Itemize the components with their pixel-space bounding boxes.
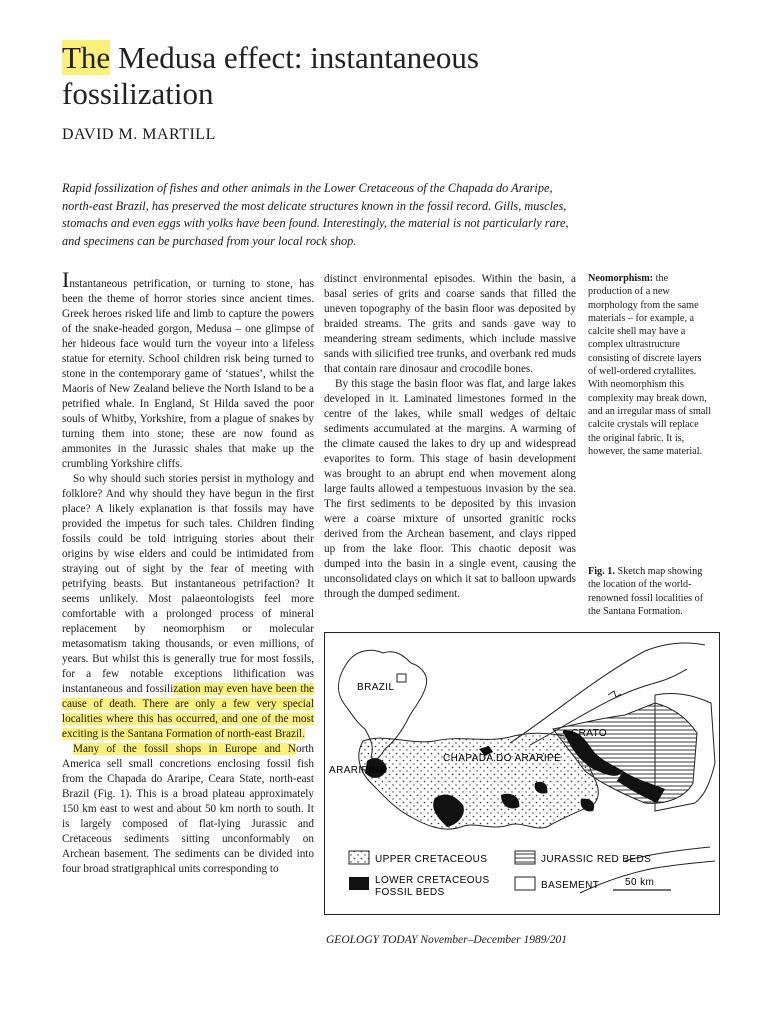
legend-lower-2: FOSSIL BEDS <box>375 887 445 898</box>
figure-caption: Fig. 1. Sketch map showing the location of the world-renowned fossil localities of the Santana Formation. <box>588 566 704 617</box>
paragraph-3: Many of the fossil shops in Europe and North America sell small concretions enclosing fossil fish from the Chapada do Araripe, Ceara State, north-east Brazil (Fig. 1). This is a broad plateau approximately 150 km east to west and about 50 km north to south. It is largely composed of flat-lying Jurassic and Cretaceous sediments sitting unconformably on Archean basement. The sediments can be divided into four broad stratigraphical units corresponding to <box>62 743 314 875</box>
paragraph-2: So why should such stories persist in mythology and folklore? And why should they have begun in the first place? A likely explanation is that fossils may have provided the impetus for such tales. Children finding fossils could be told intriguing stories about their origins by wise elders and could be intimidated from straying out of sight by the fear of meeting with petrifying beasts. But instantaneous petrifaction? It seems unlikely. Most palaeontologists feel more comfortable with a prolonged process of mineral replacement by neomorphism or molecular metasomatism taking thousands, or even millions, of years. But whilst this is generally true for most fossils, for a few notable exceptions lithification was instantaneous and fossilization may even have been the cause of death. There are only a few very special localities where this has occurred, and one of the most exciting is the Santana Formation of north-east Brazil. <box>62 473 315 740</box>
sidenote-term: Neomorphism: <box>588 273 654 284</box>
legend-swatch-upper <box>349 851 369 864</box>
label-brazil: BRAZIL <box>357 682 395 693</box>
label-crato: CRATO <box>571 728 608 739</box>
figure-map <box>324 632 720 915</box>
legend-swatch-lower <box>349 877 369 890</box>
label-araripina: ARARIPINA <box>329 765 387 776</box>
body-column-2 <box>324 272 576 602</box>
highlighted-text: Many of the fossil shops in Europe and N <box>73 743 296 755</box>
article-title <box>62 40 582 112</box>
paragraph: By this stage the basin floor was flat, and large lakes developed in it. Laminated limestones formed in the centre of the lakes, while small wedges of deltaic sediments accumulated at the margins. A warming of the climate caused the lakes to dry up and widespread evaporites to form. This stage of basin development was brought to an abrupt end when movement along large faults allowed a tempestuous invasion by the sea. The first sediments to be deposited by this invasion were a coarse mixture of unsorted granitic rocks derived from the Archean basement, and clays ripped up from the lake floor. This chaotic deposit was dumped into the basin in a single event, causing the unconsolidated clays on which it sat to balloon upwards through the dumped sediment. <box>324 378 576 600</box>
legend-basement: BASEMENT <box>541 880 600 891</box>
crato-marker <box>563 730 567 734</box>
author-name: DAVID M. MARTILL <box>62 126 216 143</box>
legend-lower-1: LOWER CRETACEOUS <box>375 875 490 886</box>
figure-label: Fig. 1. <box>588 566 615 577</box>
legend-swatch-basement <box>515 877 535 890</box>
paragraph-continued: distinct environmental episodes. Within the basin, a basal series of grits and coarse sands that filled the uneven topography of the basin floor was deposited by braided streams. The grits and sands gave way to meandering stream sediments, which include massive sands with silicified tree trunks, and overbank red muds that contain rare dinosaur and crocodile bones. <box>324 273 576 375</box>
highlighted-text: zation may even have been the cause of death. There are only a few very special localities where this has occurred, and one of the most exciting is the Santana Formation of north-east Brazil. <box>62 683 315 740</box>
abstract: Rapid fossilization of fishes and other animals in the Lower Cretaceous of the Chapada do Araripe, north-east Brazil, has preserved the most delicate structures known in the fossil record. Gills, muscles, stomachs and even eggs with yolks have been found. Interestingly, the material is not particularly rare, and specimens can be purchased from your local rock shop. <box>62 181 569 248</box>
body-column-1 <box>62 267 315 877</box>
upper-cretaceous-plateau <box>359 733 599 829</box>
drop-cap: I <box>62 267 70 292</box>
paragraph-1: Instantaneous petrification, or turning to stone, has been the theme of horror stories since ancient times. Greek heroes risked life and limb to capture the powers of the snake-headed gorgon, Medusa – one glimpse of her hideous face would turn the voyeur into a lifeless statue for eternity. School children risk being turned to stone in the contemporary game of ‘statues’, whilst the Maoris of New Zealand believe the North Island to be a petrified whale. In England, St Hilda saved the poor souls of Whitby, Yorkshire, from a plague of snakes by turning them into stone; these are now found as ammonites in the Jurassic shales that make up the crumbling Yorkshire cliffs. <box>62 267 314 470</box>
legend-swatch-jurassic <box>515 851 535 864</box>
scale-label: 50 km <box>625 877 655 888</box>
legend-upper: UPPER CRETACEOUS <box>375 854 488 865</box>
title-rest: Medusa effect: instantaneous fossilization <box>62 40 479 111</box>
legend-jurassic: JURASSIC RED BEDS <box>541 854 652 865</box>
label-chapada: CHAPADA DO ARARIPE <box>443 753 562 764</box>
sidenote-neomorphism: Neomorphism: the production of a new morphology from the same materials – for example, a calcite shell may have a complex ultrastructure consisting of discrete layers of well-ordered crytallites. With neomorphism this complexity may break down, and an irregular mass of small calcite crystals will replace the original fabric. It is, however, the same material. <box>588 273 712 457</box>
title-highlighted-word: The <box>62 40 111 75</box>
sketch-map-svg <box>325 633 719 914</box>
page-footer: GEOLOGY TODAY November–December 1989/201 <box>326 934 567 946</box>
